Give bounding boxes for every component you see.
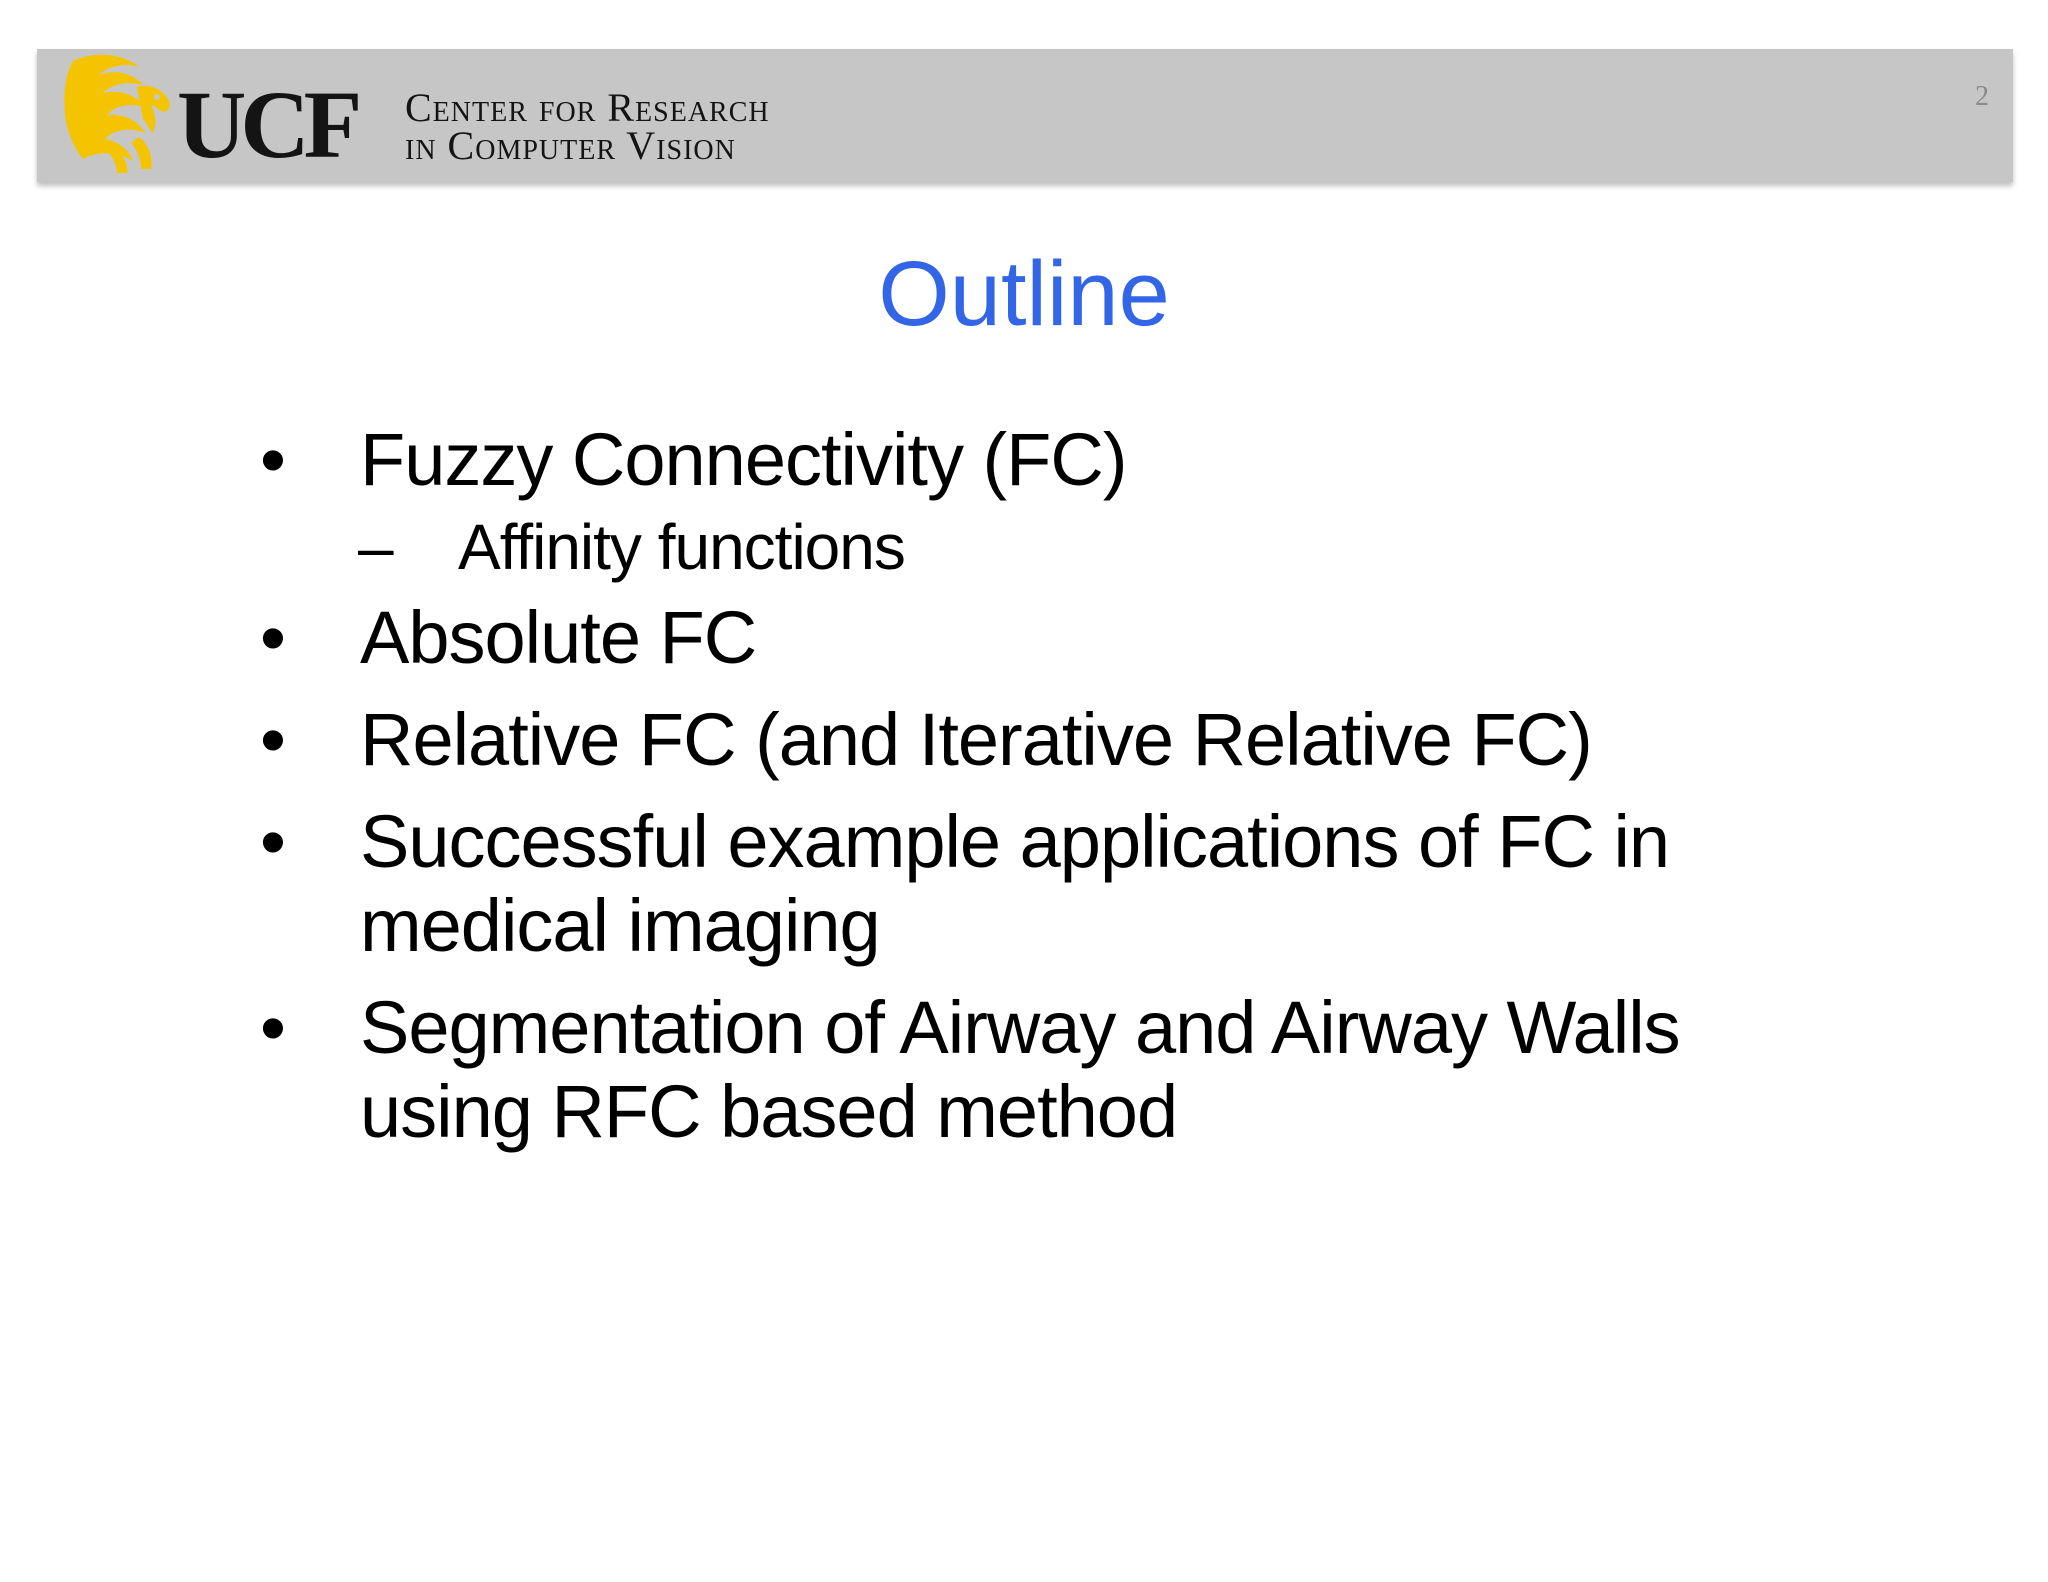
bullet-text: Absolute FC bbox=[360, 596, 757, 679]
bullet-item bbox=[260, 418, 1860, 502]
logo-subtitle-line-1: Center for Research bbox=[405, 85, 770, 130]
bullet-item bbox=[260, 698, 1860, 782]
bullet-marker: • bbox=[260, 596, 285, 679]
slide-title: Outline bbox=[878, 243, 1170, 345]
page-number: 2 bbox=[1975, 81, 1989, 112]
bullet-text: Segmentation of Airway and Airway Walls using RFC based method bbox=[360, 986, 1680, 1153]
logo-subtitle bbox=[405, 85, 770, 168]
sub-bullet-text: Affinity functions bbox=[458, 511, 905, 583]
bullet-text: Successful example applications of FC in medical imaging bbox=[360, 800, 1670, 967]
bullet-item bbox=[260, 800, 1860, 968]
logo-subtitle-line-2: in Computer Vision bbox=[405, 123, 736, 168]
bullet-marker: • bbox=[260, 800, 285, 883]
pegasus-icon bbox=[53, 51, 177, 173]
bullet-item bbox=[260, 596, 1860, 680]
bullet-marker: • bbox=[260, 698, 285, 781]
bullet-text: Relative FC (and Iterative Relative FC) bbox=[360, 698, 1592, 781]
sub-bullet-marker: – bbox=[358, 511, 393, 583]
ucf-logo-text: UCF bbox=[177, 71, 357, 178]
bullet-text: Fuzzy Connectivity (FC) bbox=[360, 418, 1127, 501]
bullet-marker: • bbox=[260, 418, 285, 501]
outline-list bbox=[260, 418, 1860, 1172]
bullet-marker: • bbox=[260, 986, 285, 1069]
sub-bullet-item bbox=[260, 510, 1860, 584]
header-bar bbox=[37, 49, 2013, 182]
bullet-item bbox=[260, 986, 1860, 1154]
